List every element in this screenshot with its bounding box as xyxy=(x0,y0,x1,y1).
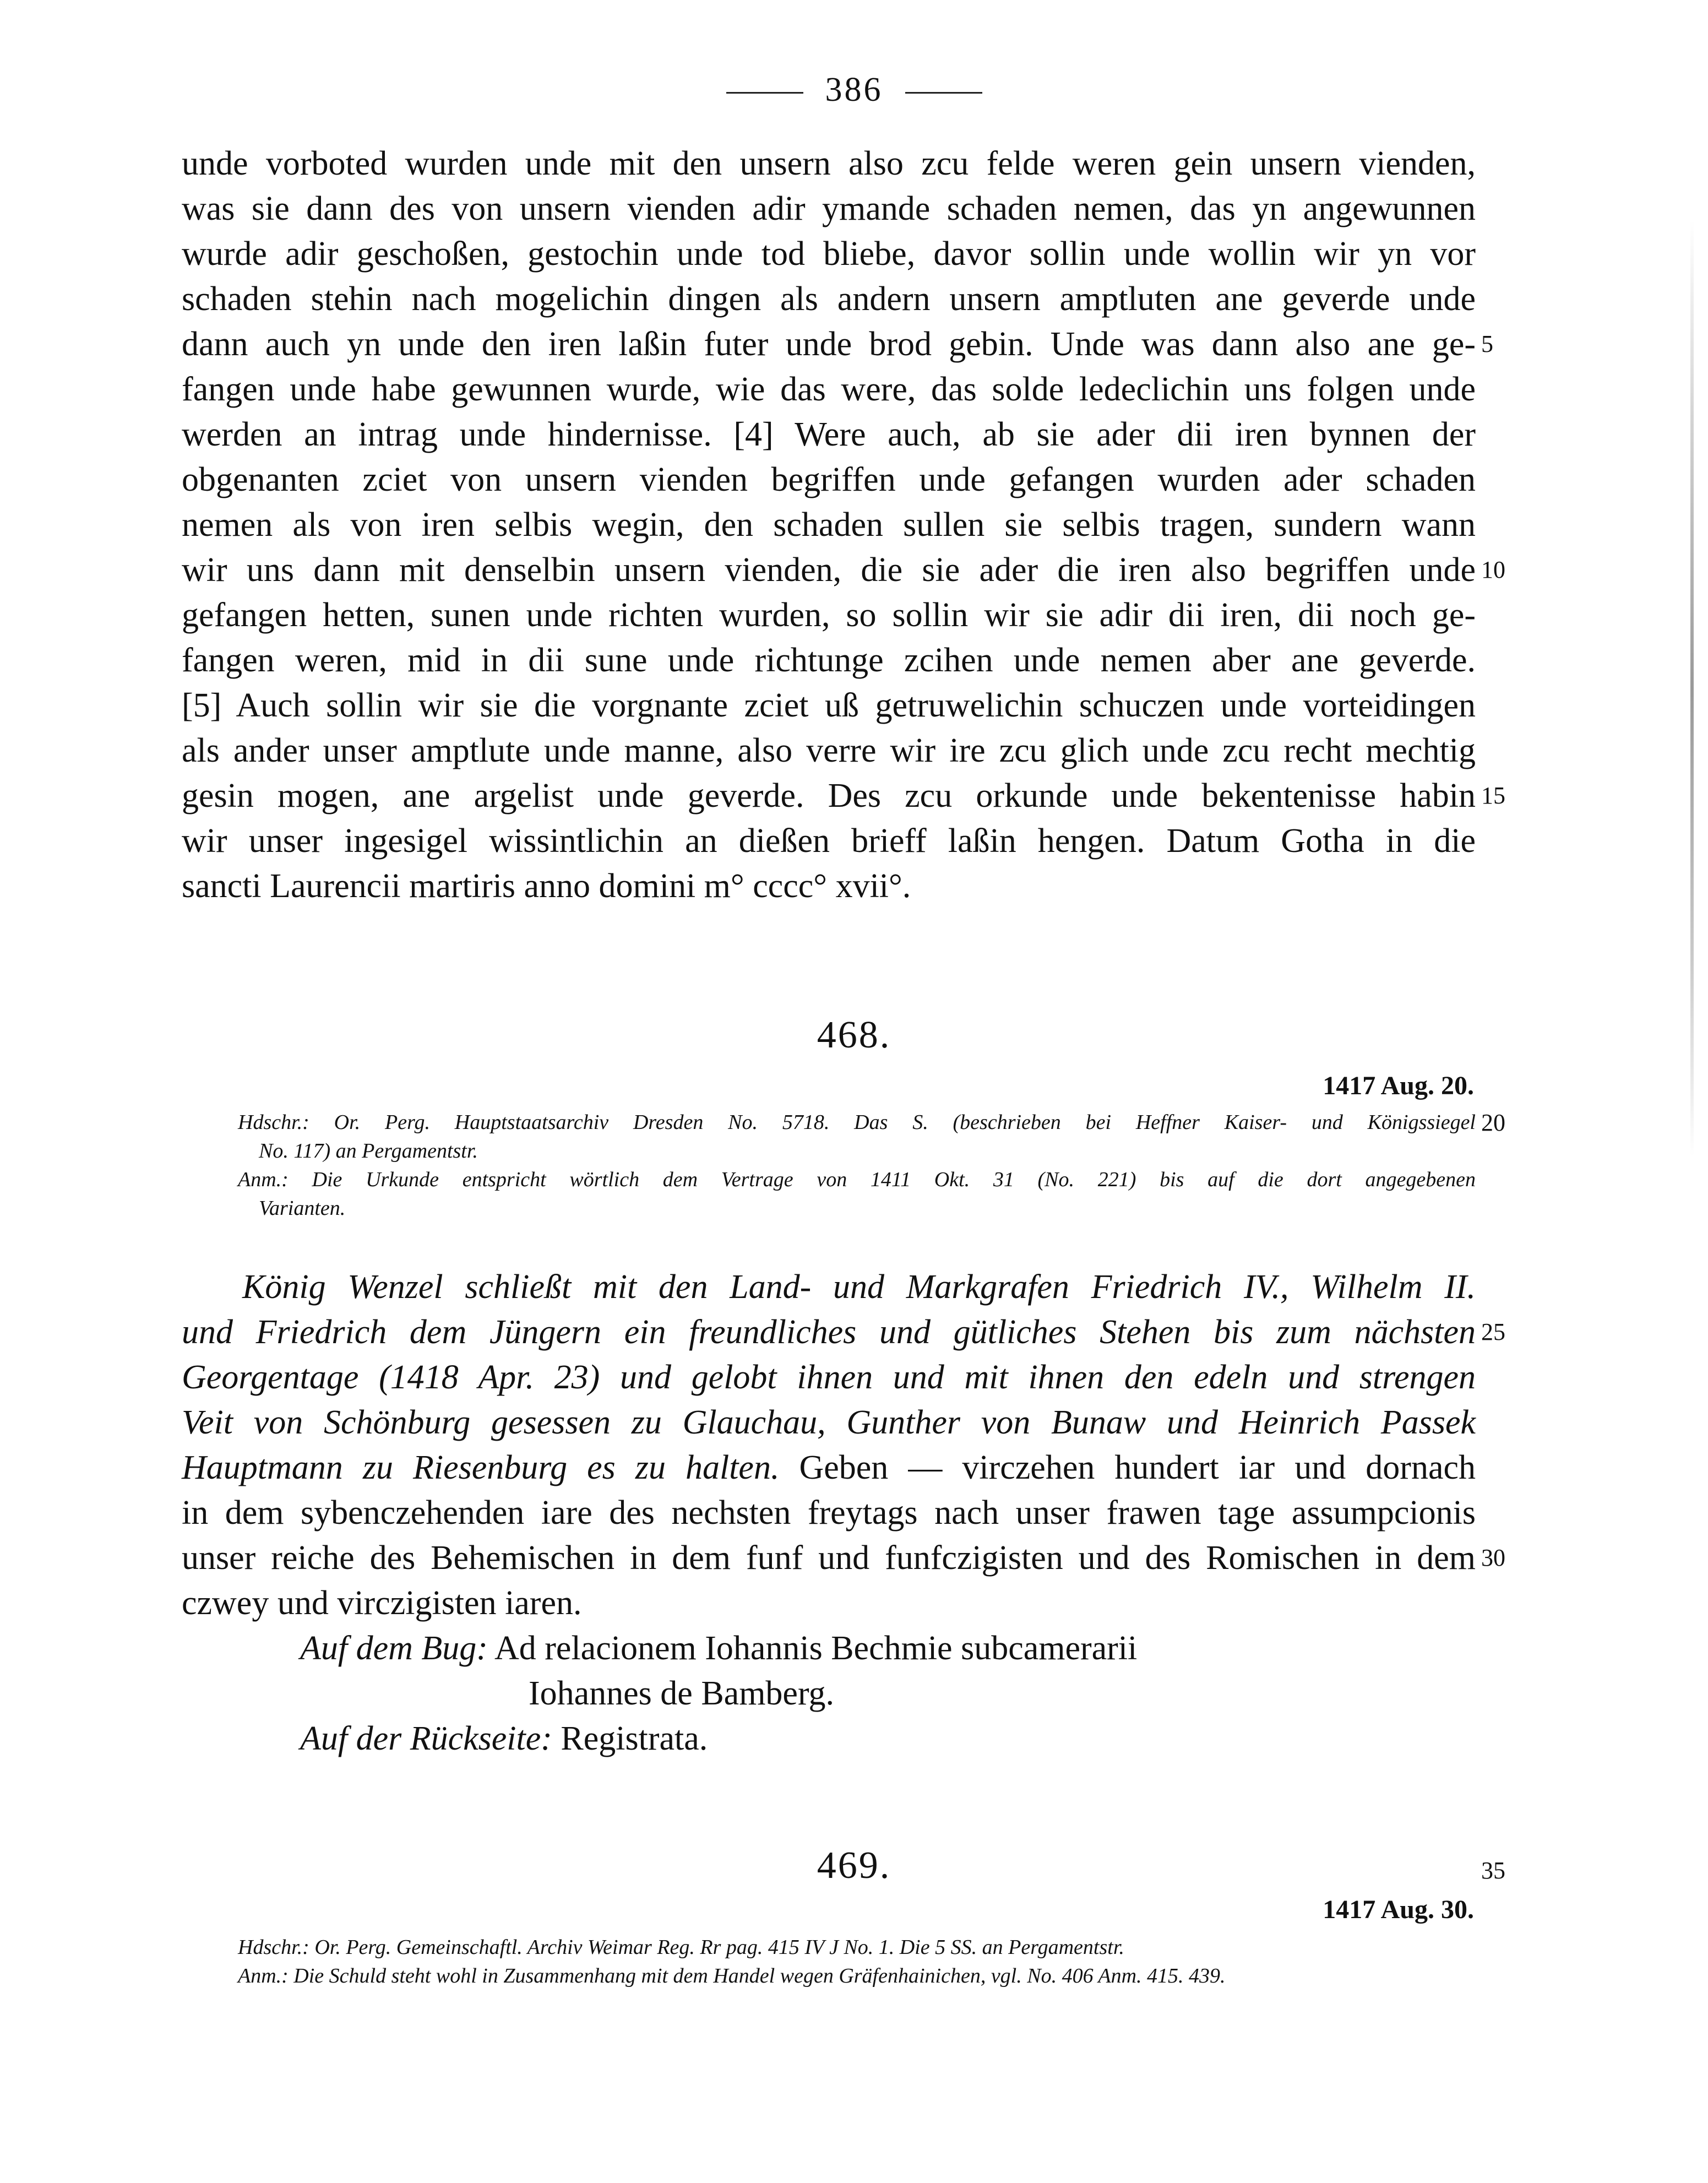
doc-468-number: 468. xyxy=(817,1014,891,1056)
line-number: 25 xyxy=(1481,1318,1505,1345)
line-number: 15 xyxy=(1481,782,1505,809)
doc-469-date: 1417 Aug. 30. xyxy=(1323,1895,1474,1924)
bug-text-2: Iohannes de Bamberg. xyxy=(529,1675,834,1712)
doc-469-number: 469. xyxy=(817,1844,891,1887)
text-line: als ander unser amptlute unde manne, also verre wir ire zcu glich unde zcu recht mechtig xyxy=(182,732,1476,769)
doc-469-apparatus xyxy=(238,1933,1476,1990)
regest-line: und Friedrich dem Jüngern ein freundliches und gütliches Stehen bis zum nächsten xyxy=(182,1313,1476,1351)
bug-text: Ad relacionem Iohannis Bechmie subcamerarii xyxy=(494,1630,1138,1667)
text-line: czwey und virczigisten iaren. xyxy=(182,1584,582,1622)
back-note xyxy=(300,1716,708,1761)
line-number: 10 xyxy=(1481,556,1505,583)
text-line: unser reiche des Behemischen in dem funf und funfczigisten und des Romischen in dem xyxy=(182,1539,1476,1577)
text-line: unde vorboted wurden unde mit den unsern also zcu felde weren gein unsern vienden, xyxy=(182,145,1476,182)
line-number: 20 xyxy=(1481,1109,1505,1136)
text-line: wurde adir geschoßen, gestochin unde tod bliebe, davor sollin unde wollin wir yn vor xyxy=(182,235,1476,273)
apparatus-line: Anm.: Die Urkunde entspricht wörtlich dem Vertrage von 1411 Okt. 31 (No. 221) bis auf die dort angegebenen xyxy=(238,1168,1476,1191)
text-line: nemen als von iren selbis wegin, den schaden sullen sie selbis tragen, sundern wann xyxy=(182,506,1476,544)
text-line: sancti Laurencii martiris anno domini m° cccc° xvii°. xyxy=(182,867,911,905)
regest-line: Veit von Schönburg gesessen zu Glauchau, Gunther von Bunaw und Heinrich Passek xyxy=(182,1404,1476,1441)
page-number: 386 xyxy=(825,71,883,108)
text-line: dann auch yn unde den iren laßin futer unde brod gebin. Unde was dann also ane ge- xyxy=(182,325,1476,363)
line-number: 5 xyxy=(1481,330,1493,357)
regest-line-end: Hauptmann zu Riesenburg es zu halten. xyxy=(182,1449,780,1486)
line-number: 35 xyxy=(1481,1857,1505,1884)
doc-468-regest xyxy=(182,1264,1476,1626)
line-number: 30 xyxy=(1481,1544,1505,1571)
text-line: obgenanten zciet von unsern vienden begriffen unde gefangen wurden ader schaden xyxy=(182,461,1476,498)
text-line: schaden stehin nach mogelichin dingen als andern unsern amptluten ane geverde unde xyxy=(182,280,1476,318)
bug-note xyxy=(300,1626,1137,1671)
text-line: fangen weren, mid in dii sune unde richtunge zcihen unde nemen aber ane geverde. xyxy=(182,642,1476,679)
text-line: werden an intrag unde hindernisse. [4] Were auch, ab sie ader dii iren bynnen der xyxy=(182,416,1476,453)
doc-468-apparatus xyxy=(238,1108,1476,1223)
apparatus-line: Hdschr.: Or. Perg. Gemeinschaftl. Archiv Weimar Reg. Rr pag. 415 IV J No. 1. Die 5 SS. an Pergamentstr. xyxy=(238,1936,1124,1959)
text-line: gefangen hetten, sunen unde richten wurden, so sollin wir sie adir dii iren, dii noch ge- xyxy=(182,596,1476,634)
apparatus-line: No. 117) an Pergamentstr. xyxy=(259,1139,478,1163)
apparatus-line: Varianten. xyxy=(259,1197,346,1220)
text-line: in dem sybenczehenden iare des nechsten freytags nach unser frawen tage assumpcionis xyxy=(182,1494,1476,1532)
text-line: [5] Auch sollin wir sie die vorgnante zciet uß getruwelichin schuczen unde vorteidingen xyxy=(182,687,1476,724)
text-line-start: Geben — virczehen hundert iar und dornach xyxy=(779,1449,1476,1486)
doc-468-date: 1417 Aug. 20. xyxy=(1323,1071,1474,1100)
running-head xyxy=(0,70,1708,110)
head-rule-left xyxy=(726,92,803,94)
text-line: wir unser ingesigel wissintlichin an dießen brieff laßin hengen. Datum Gotha in die xyxy=(182,822,1476,860)
continuation-text xyxy=(182,141,1476,909)
back-label: Auf der Rückseite: xyxy=(300,1720,552,1757)
mixed-line xyxy=(182,1445,1476,1490)
bug-label: Auf dem Bug: xyxy=(300,1630,488,1667)
back-text: Registrata. xyxy=(561,1720,708,1757)
apparatus-line: Hdschr.: Or. Perg. Hauptstaatsarchiv Dresden No. 5718. Das S. (beschrieben bei Heffner Kaiser- und Königssiegel xyxy=(238,1111,1476,1134)
head-rule-right xyxy=(905,92,982,94)
text-line: wir uns dann mit denselbin unsern vienden, die sie ader die iren also begriffen unde xyxy=(182,551,1476,589)
apparatus-line: Anm.: Die Schuld steht wohl in Zusammenhang mit dem Handel wegen Gräfenhainichen, vgl. No. 406 Anm. 415. 439. xyxy=(238,1964,1226,1987)
regest-line: Georgentage (1418 Apr. 23) und gelobt ihnen und mit ihnen den edeln und strengen xyxy=(182,1359,1476,1396)
text-line: gesin mogen, ane argelist unde geverde. Des zcu orkunde unde bekentenisse habin xyxy=(182,777,1476,814)
text-line: fangen unde habe gewunnen wurde, wie das were, das solde ledeclichin uns folgen unde xyxy=(182,371,1476,408)
regest-line: König Wenzel schließt mit den Land- und Markgrafen Friedrich IV., Wilhelm II. xyxy=(242,1268,1476,1306)
text-line: was sie dann des von unsern vienden adir ymande schaden nemen, das yn angewunnen xyxy=(182,190,1476,227)
